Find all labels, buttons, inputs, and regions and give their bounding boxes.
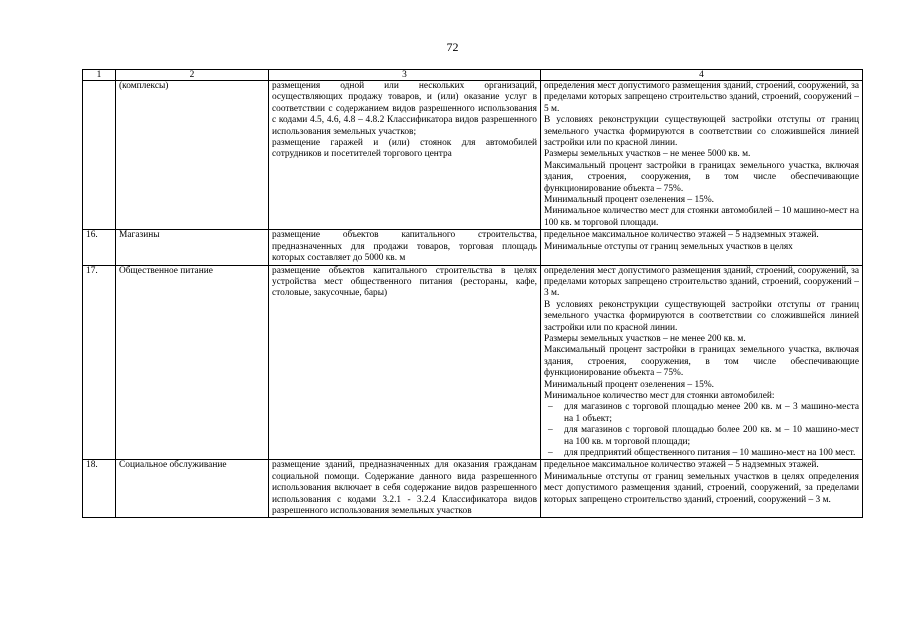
- table-row: [83, 81, 863, 230]
- table-header-row: [83, 70, 863, 81]
- parameter-paragraph: В условиях реконструкции существующей застройки отступы от границ земельного участка формируются в соответствии со сложившейся линией застройки или по красной линии.: [544, 299, 859, 333]
- use-type-name: Социальное обслуживание: [116, 460, 269, 518]
- parameters-cell: [541, 265, 863, 460]
- parameter-paragraph: Минимальное количество мест для стоянки автомобилей:: [544, 390, 775, 401]
- use-type-name: Магазины: [116, 230, 269, 265]
- parameters-cell: [541, 230, 863, 265]
- use-type-name: (комплексы): [116, 81, 269, 230]
- parameter-paragraph: Минимальные отступы от границ земельных участков в целях: [544, 241, 793, 252]
- use-description-cell: [269, 230, 541, 265]
- use-description-cell: [269, 460, 541, 518]
- description-paragraph: размещение гаражей и (или) стоянок для автомобилей сотрудников и посетителей торгового центра: [272, 138, 537, 160]
- zoning-table: [82, 69, 863, 518]
- use-description-cell: [269, 265, 541, 460]
- parameter-paragraph: В условиях реконструкции существующей застройки отступы от границ земельного участка формируются в соответствии со сложившейся линией застройки или по красной линии.: [544, 115, 859, 149]
- parameter-paragraph: Минимальный процент озеленения – 15%.: [544, 379, 714, 390]
- parameter-paragraph: Максимальный процент застройки в границах земельного участка, включая здания, строения, сооружения, в том числе обеспечивающие функционирование объекта – 75%.: [544, 160, 859, 194]
- description-paragraph: размещения одной или нескольких организаций, осуществляющих продажу товаров, и (или) оказание услуг в соответствии с содержанием видов разрешенного использования с кодами 4.5, 4.6, 4.8 – 4.8.2 Классификатора видов разрешенного использования земельных участков;: [272, 81, 537, 137]
- parameter-paragraph: определения мест допустимого размещения зданий, строений, сооружений, за пределами которых запрещено строительство зданий, строений, сооружений – 5 м.: [544, 81, 859, 114]
- row-number: [83, 81, 116, 230]
- header-col-2: 2: [116, 70, 269, 81]
- parameter-paragraph: Минимальное количество мест для стоянки автомобилей – 10 машино-мест на 100 кв. м торговой площади.: [544, 206, 859, 228]
- parameter-paragraph: Размеры земельных участков – не менее 200 кв. м.: [544, 333, 746, 344]
- header-col-4: 4: [541, 70, 863, 81]
- parameter-paragraph: предельное максимальное количество этажей – 5 надземных этажей.: [544, 460, 819, 471]
- description-paragraph: размещение объектов капитального строительства, предназначенных для продажи товаров, торговая площадь которых составляет до 5000 кв. м: [272, 230, 537, 264]
- use-type-name: Общественное питание: [116, 265, 269, 460]
- description-paragraph: размещение зданий, предназначенных для оказания гражданам социальной помощи. Содержание данного вида разрешенного использования включает в себя содержание видов разрешенного использования с кодами 3.2.1 - 3.2.4 Классификатора видов разрешенного использования земельных участков: [272, 460, 537, 517]
- parameter-paragraph: Размеры земельных участков – не менее 5000 кв. м.: [544, 149, 751, 160]
- description-paragraph: размещение объектов капитального строительства в целях устройства мест общественного питания (рестораны, кафе, столовые, закусочные, бары): [272, 265, 537, 299]
- row-number: 16.: [83, 230, 116, 265]
- table-row: [83, 460, 863, 518]
- use-description-cell: [269, 81, 541, 230]
- header-col-3: 3: [269, 70, 541, 81]
- row-number: 17.: [83, 265, 116, 460]
- table-row: [83, 230, 863, 265]
- row-number: 18.: [83, 460, 116, 518]
- parameter-bullet: – для магазинов с торговой площадью более 200 кв. м – 10 машино-мест на 100 кв. м торговой площади;: [544, 425, 859, 448]
- page-number: 72: [446, 40, 459, 54]
- parameters-cell: [541, 460, 863, 518]
- table-row: [83, 265, 863, 460]
- parameter-bullet: – для предприятий общественного питания – 10 машино-мест на 100 мест.: [544, 448, 859, 459]
- parameter-paragraph: Минимальные отступы от границ земельных участков в целях определения мест допустимого размещения зданий, строений, сооружений, за пределами которых запрещено строительство зданий, строений, сооружений – 3 м.: [544, 471, 859, 505]
- parameter-paragraph: предельное максимальное количество этажей – 5 надземных этажей.: [544, 230, 819, 241]
- parameter-paragraph: Максимальный процент застройки в границах земельного участка, включая здания, строения, сооружения, в том числе обеспечивающие функционирование объекта – 75%.: [544, 345, 859, 379]
- parameter-paragraph: Минимальный процент озеленения – 15%.: [544, 195, 714, 206]
- header-col-1: 1: [83, 70, 116, 81]
- parameters-cell: [541, 81, 863, 230]
- parameter-bullet: – для магазинов с торговой площадью менее 200 кв. м – 3 машино-места на 1 объект;: [544, 402, 859, 425]
- parameter-paragraph: определения мест допустимого размещения зданий, строений, сооружений, за пределами которых запрещено строительство зданий, строений, сооружений – 3 м.: [544, 265, 859, 299]
